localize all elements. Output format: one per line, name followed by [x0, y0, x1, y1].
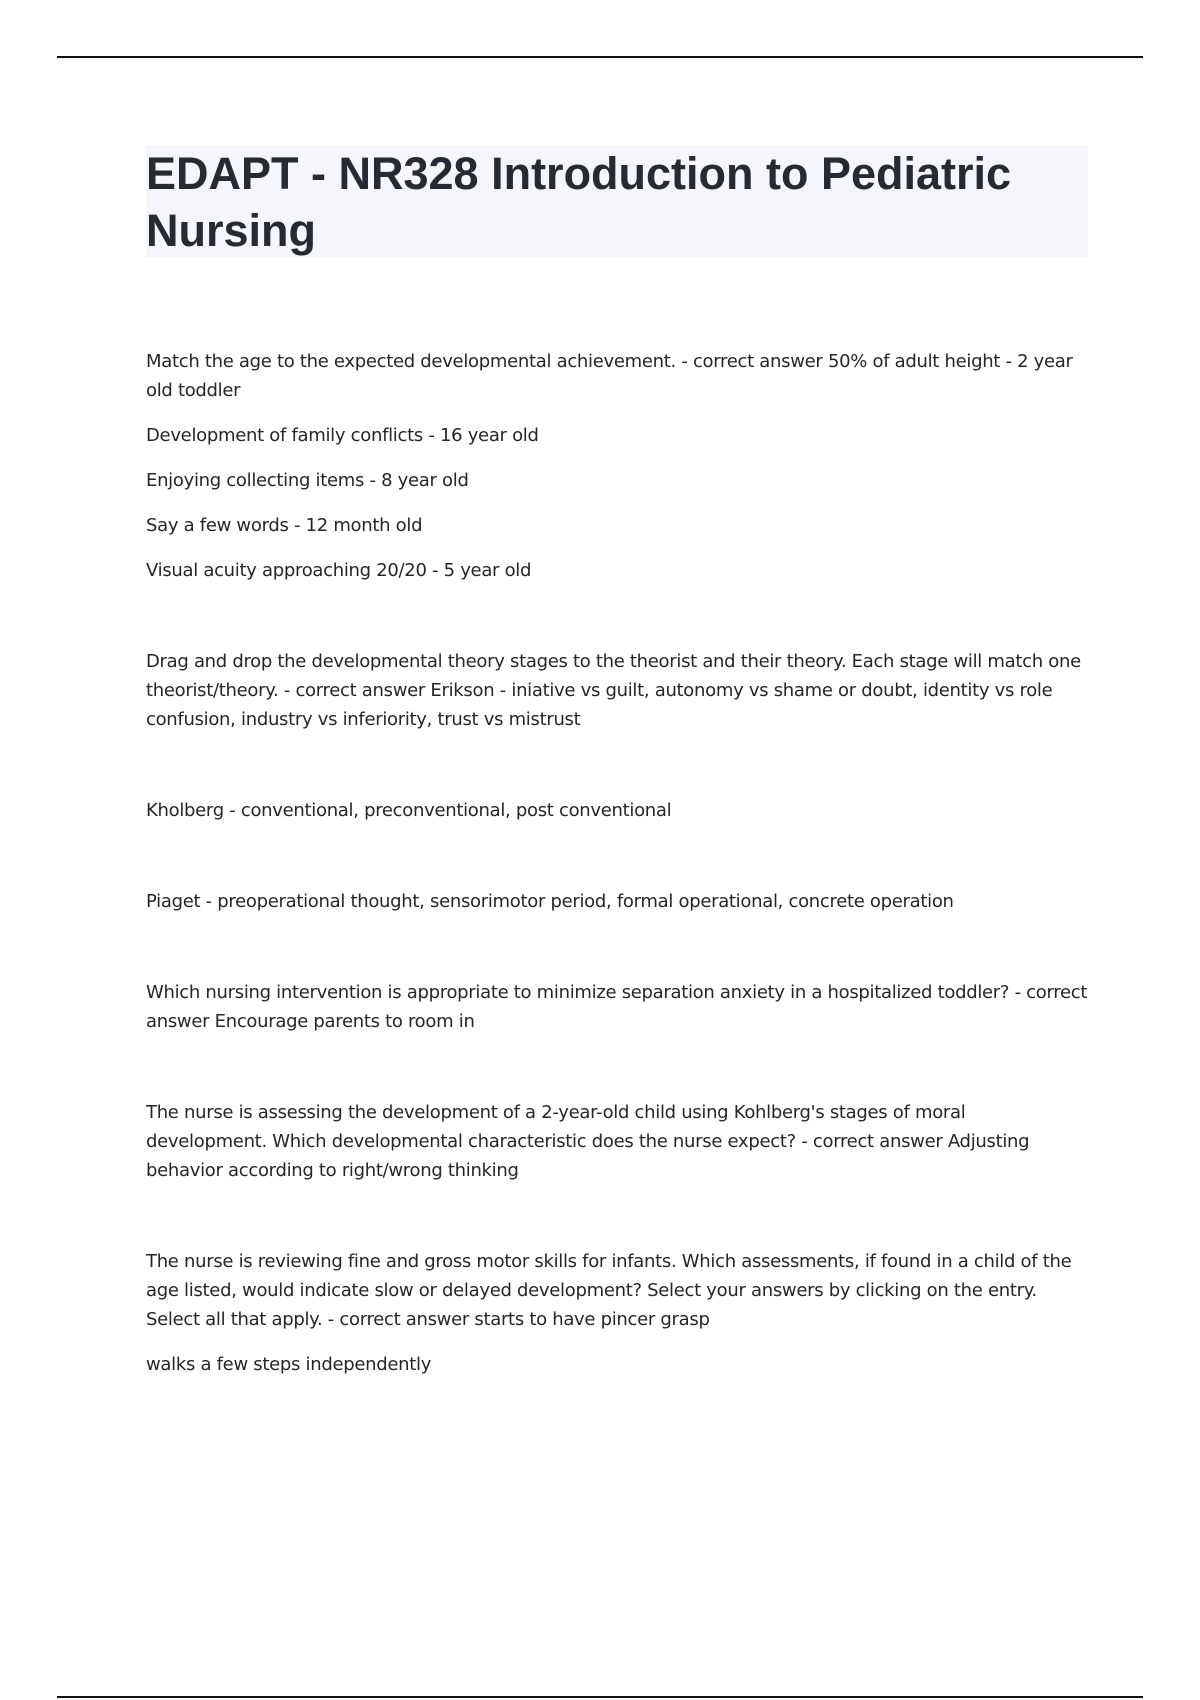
question-theory-stages: Drag and drop the developmental theory stages to the theorist and their theory. Each stage will match one theorist/theory. - correct answer Erikson - iniative vs guilt, autonomy vs shame or doubt, identity vs role confusion, industry vs inferiority, trust vs mistrust	[146, 651, 1081, 730]
top-divider	[57, 56, 1143, 58]
answer-line: Development of family conflicts - 16 year old	[146, 425, 539, 446]
question-motor-skills: The nurse is reviewing fine and gross motor skills for infants. Which assessments, if found in a child of the age listed, would indicate slow or delayed development? Select your answers by clicking on the entry. Select all that apply. - correct answer starts to have pincer grasp	[146, 1251, 1072, 1330]
answer-line: Kholberg - conventional, preconventional, post conventional	[146, 800, 672, 821]
answer-line: walks a few steps independently	[146, 1354, 432, 1375]
title-block	[146, 145, 1088, 257]
bottom-divider	[57, 1696, 1143, 1698]
question-kohlberg: The nurse is assessing the development of a 2-year-old child using Kohlberg's stages of moral development. Which developmental characteristic does the nurse expect? - correct answer Adjusting behavior according to right/wrong thinking	[146, 1102, 1030, 1181]
question-separation-anxiety: Which nursing intervention is appropriate to minimize separation anxiety in a hospitalized toddler? - correct answer Encourage parents to room in	[146, 982, 1088, 1032]
answer-line: Visual acuity approaching 20/20 - 5 year old	[146, 560, 532, 581]
document-body	[146, 347, 1088, 1379]
answer-line: Piaget - preoperational thought, sensorimotor period, formal operational, concrete operation	[146, 891, 954, 912]
answer-line: Say a few words - 12 month old	[146, 515, 423, 536]
answer-line: Enjoying collecting items - 8 year old	[146, 470, 469, 491]
question-match-age: Match the age to the expected developmental achievement. - correct answer 50% of adult height - 2 year old toddler	[146, 351, 1073, 401]
document-title: EDAPT - NR328 Introduction to Pediatric Nursing	[146, 148, 1012, 256]
